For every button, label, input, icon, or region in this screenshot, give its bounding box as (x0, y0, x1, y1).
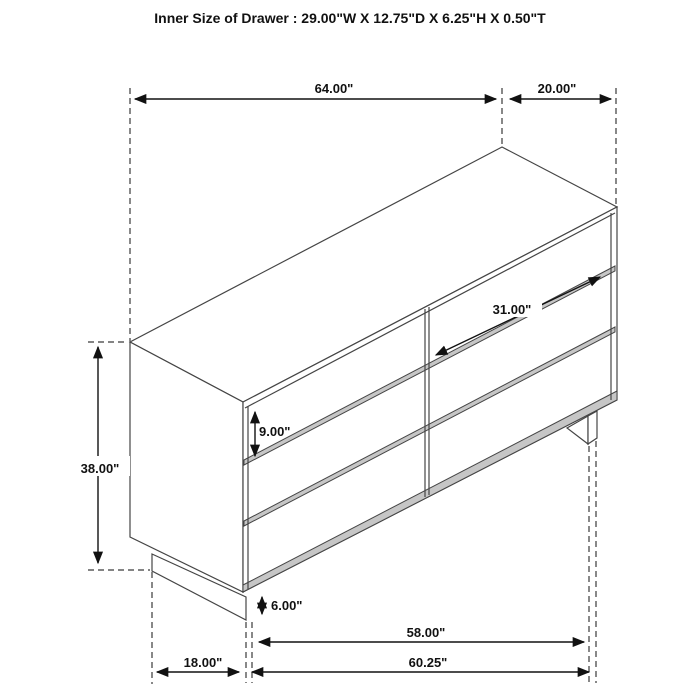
dim-label-drawer-face-height: 9.00" (259, 424, 291, 439)
dim-label-base-height: 6.00" (271, 598, 303, 613)
dim-label-overall-width: 64.00" (314, 81, 354, 96)
base-right-leg-front (588, 411, 597, 444)
page-title: Inner Size of Drawer : 29.00"W X 12.75"D X 6.25"H X 0.50"T (154, 10, 546, 26)
dim-label-overall-depth: 20.00" (537, 81, 577, 96)
dim-label-overall-height: 38.00" (80, 461, 120, 476)
dim-label-base-overall-width: 60.25" (408, 655, 448, 670)
dresser-illustration (130, 147, 617, 620)
dim-label-drawer-face-width: 31.00" (492, 302, 532, 317)
dim-label-side-projection: 18.00" (183, 655, 223, 670)
dim-label-base-front-width: 58.00" (406, 625, 446, 640)
